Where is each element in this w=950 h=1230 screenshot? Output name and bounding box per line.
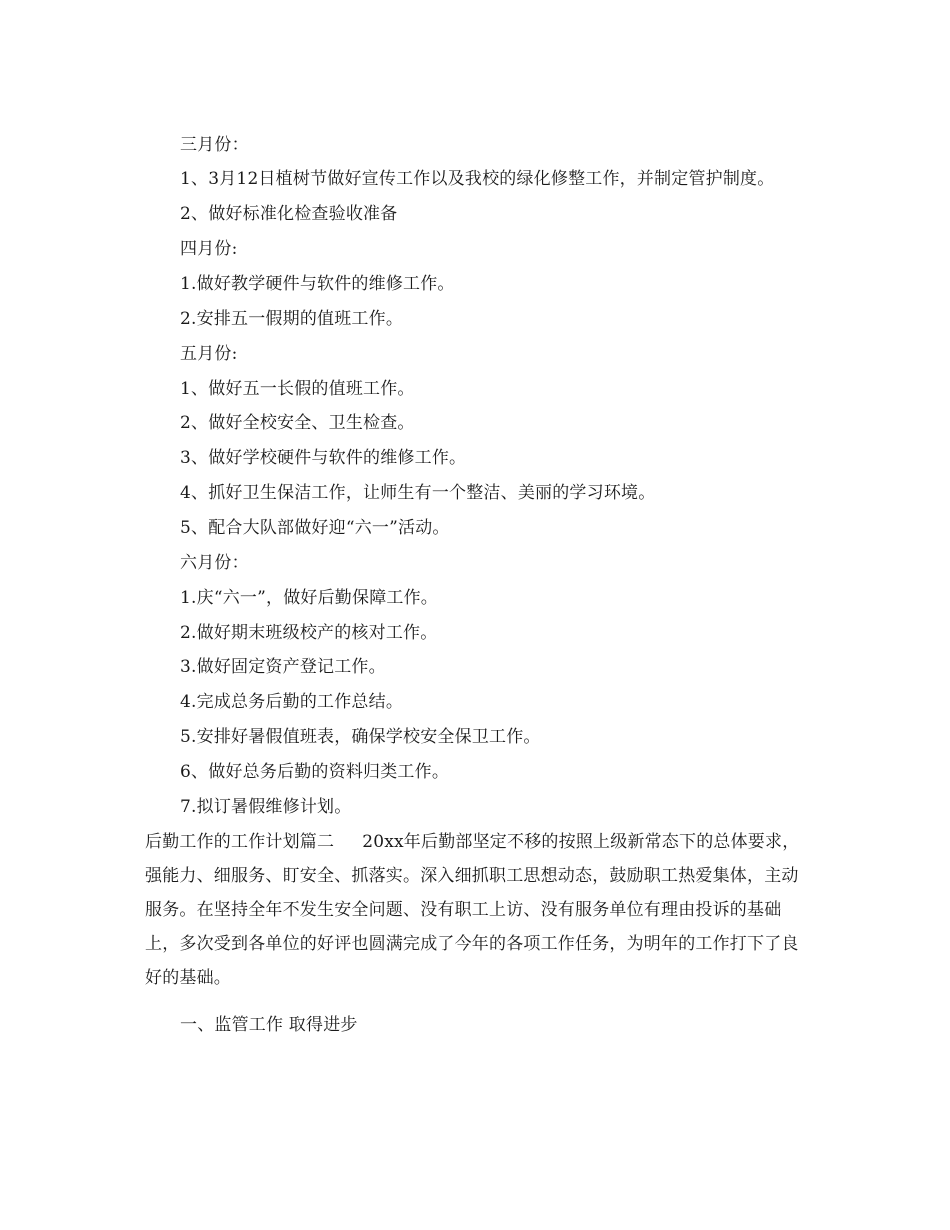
list-item: 1、做好五一长假的值班工作。 xyxy=(180,379,415,399)
month-heading-april: 四月份: xyxy=(180,239,238,259)
list-item: 3、做好学校硬件与软件的维修工作。 xyxy=(180,448,467,468)
list-item: 5、配合大队部做好迎“六一”活动。 xyxy=(180,518,450,538)
list-item: 7.拟订暑假维修计划。 xyxy=(180,797,352,817)
list-item: 1.庆“六一”，做好后勤保障工作。 xyxy=(180,588,439,608)
month-heading-march: 三月份： xyxy=(180,135,249,155)
section-body: 20xx年后勤部坚定不移的按照上级新常态下的总体要求，强能力、细服务、盯安全、抓落实。深入细抓职工思想动态，鼓励职工热爱集体，主动服务。在坚持全年不发生安全问题、没有职工上访、没有服务单位有理由投诉的基础上，多次受到各单位的好评也圆满完成了今年的各项工作任务，为明年的工作打下了良好的基础。 xyxy=(145,832,800,988)
list-item: 2、做好全校安全、卫生检查。 xyxy=(180,413,415,433)
month-heading-june: 六月份： xyxy=(180,553,249,573)
list-item: 2.做好期末班级校产的核对工作。 xyxy=(180,623,438,643)
list-item: 4.完成总务后勤的工作总结。 xyxy=(180,692,404,712)
subheading: 一、监管工作 取得进步 xyxy=(180,1015,358,1035)
list-item: 3.做好固定资产登记工作。 xyxy=(180,657,386,677)
list-item: 4、抓好卫生保洁工作，让师生有一个整洁、美丽的学习环境。 xyxy=(180,483,656,503)
list-item: 2.安排五一假期的值班工作。 xyxy=(180,309,404,329)
list-item: 1、3月12日植树节做好宣传工作以及我校的绿化修整工作，并制定管护制度。 xyxy=(180,169,775,189)
section-paragraph xyxy=(145,825,815,995)
list-item: 1.做好教学硬件与软件的维修工作。 xyxy=(180,274,455,294)
section-title: 后勤工作的工作计划篇二 xyxy=(145,832,335,852)
list-item: 5.安排好暑假值班表，确保学校安全保卫工作。 xyxy=(180,727,541,747)
list-item: 2、做好标准化检查验收准备 xyxy=(180,204,398,224)
month-heading-may: 五月份: xyxy=(180,344,238,364)
list-item: 6、做好总务后勤的资料归类工作。 xyxy=(180,762,450,782)
